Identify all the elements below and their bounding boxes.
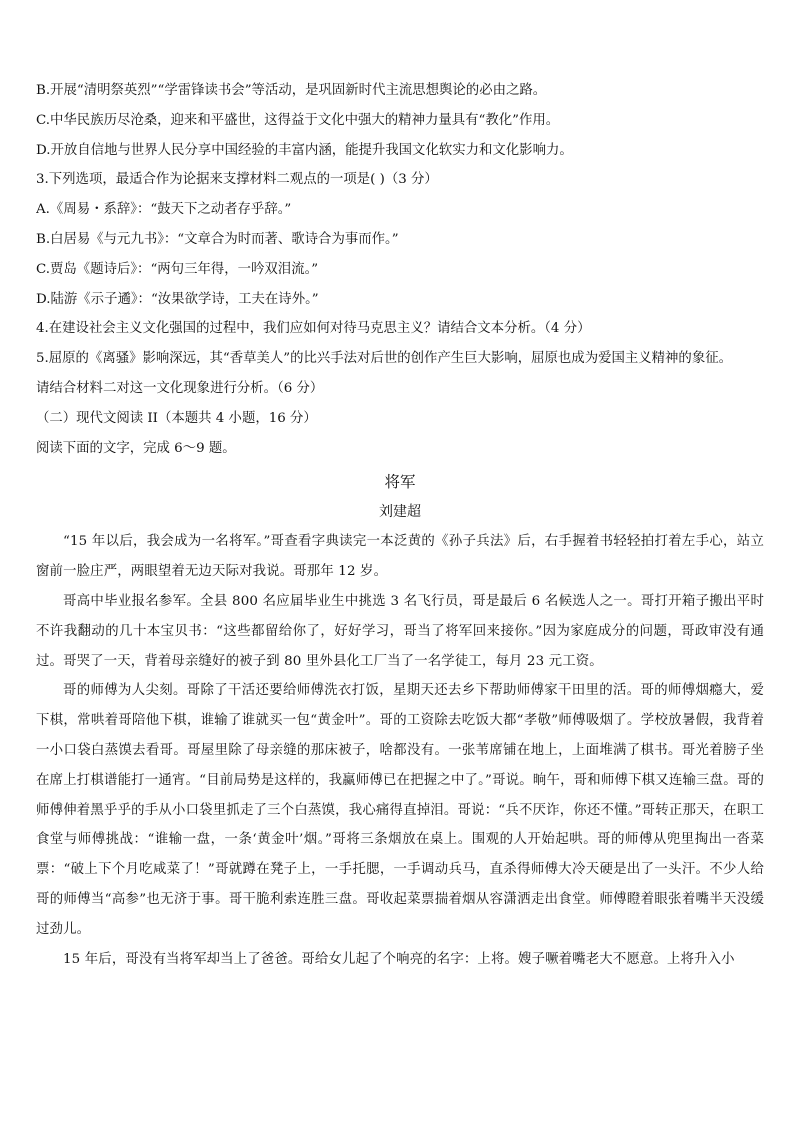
question-5: 5.屈原的《离骚》影响深远，其“香草美人”的比兴手法对后世的创作产生巨大影响，屈原也成为爱国主义精神的象征。 xyxy=(36,351,732,367)
document-page xyxy=(36,76,764,974)
question-3: 3.下列选项，最适合作为论据来支撑材料二观点的一项是( )（3 分） xyxy=(36,172,438,188)
story-paragraph-3: 哥的师傅为人尖刻。哥除了干活还要给师傅洗衣打饭，星期天还去乡下帮助师傅家干田里的活。哥的师傅烟瘾大，爱下棋，常哄着哥陪他下棋，谁输了谁就买一包“黄金叶”。哥的工资除去吃饭大都“孝敬”师傅吸烟了。学校放暑假，我背着一小口袋白蒸馍去看哥。哥屋里除了母亲缝的那床被子，啥都没有。一张苇席铺在地上，上面堆满了棋书。哥光着膀子坐在席上打棋谱能打一通宵。“目前局势是这样的，我赢师傅已在把握之中了。”哥说。晌午，哥和师傅下棋又连输三盘。哥的师傅伸着黑乎乎的手从小口袋里抓走了三个白蒸馍，我心痛得直掉泪。哥说：“兵不厌诈，你还不懂。”哥转正那天，在职工食堂与师傅挑战：“谁输一盘，一条‘黄金叶’烟。”哥将三条烟放在桌上。围观的人开始起哄。哥的师傅从兜里掏出一沓菜票：“破上下个月吃咸菜了！”哥就蹲在凳子上，一手托腮，一手调动兵马，直杀得师傅大冷天硬是出了一头汗。不少人给哥的师傅当“高参”也无济于事。哥干脆利索连胜三盘。哥收起菜票揣着烟从容潇洒走出食堂。师傅瞪着眼张着嘴半天没缓过劲儿。 xyxy=(36,683,764,937)
option-c-line: C.中华民族历尽沧桑，迎来和平盛世，这得益于文化中强大的精神力量具有“教化”作用。 xyxy=(36,112,560,128)
question-4: 4.在建设社会主义文化强国的过程中，我们应如何对待马克思主义？请结合文本分析。（4 分） xyxy=(36,321,591,337)
story-author: 刘建超 xyxy=(379,504,421,521)
option-b-line: B.开展“清明祭英烈”“学雷锋读书会”等活动，是巩固新时代主流思想舆论的必由之路。 xyxy=(36,83,547,98)
option-d-line: D.开放自信地与世界人民分享中国经验的丰富内涵，能提升我国文化软实力和文化影响力。 xyxy=(36,142,573,158)
q3-option-b: B.白居易《与元九书》：“文章合为时而著、歌诗合为事而作。” xyxy=(36,231,399,247)
story-paragraph-4: 15 年后，哥没有当将军却当上了爸爸。哥给女儿起了个响亮的名字：上将。嫂子噘着嘴老大不愿意。上将升入小 xyxy=(63,951,735,967)
q3-option-d: D.陆游《示子遹》：“汝果欲学诗，工夫在诗外。” xyxy=(36,291,319,307)
story-title: 将军 xyxy=(384,473,416,492)
story-paragraph-2: 哥高中毕业报名参军。全县 800 名应届毕业生中挑选 3 名飞行员，哥是最后 6 名候选人之一。哥打开箱子搬出平时不许我翻动的几十本宝贝书：“这些都留给你了，好好学习，哥当了将军回来接你。”因为家庭成分的问题，哥政审没有通过。哥哭了一天，背着母亲缝好的被子到 80 里外县化工厂当了一名学徒工，每月 23 元工资。 xyxy=(36,593,764,669)
question-5-continued: 请结合材料二对这一文化现象进行分析。（6 分） xyxy=(36,380,324,396)
story-paragraph-1: “15 年以后，我会成为一名将军。”哥查看字典读完一本泛黄的《孙子兵法》后，右手握着书轻轻拍打着左手心，站立窗前一脸庄严，两眼望着无边天际对我说。哥那年 12 岁。 xyxy=(36,534,764,580)
section-heading: （二）现代文阅读 II（本题共 4 小题，16 分） xyxy=(36,410,317,426)
reading-instruction: 阅读下面的文字，完成 6～9 题。 xyxy=(36,440,236,456)
q3-option-a: A.《周易・系辞》：“鼓天下之动者存乎辞。” xyxy=(36,202,292,218)
q3-option-c: C.贾岛《题诗后》：“两句三年得，一吟双泪流。” xyxy=(36,261,319,277)
